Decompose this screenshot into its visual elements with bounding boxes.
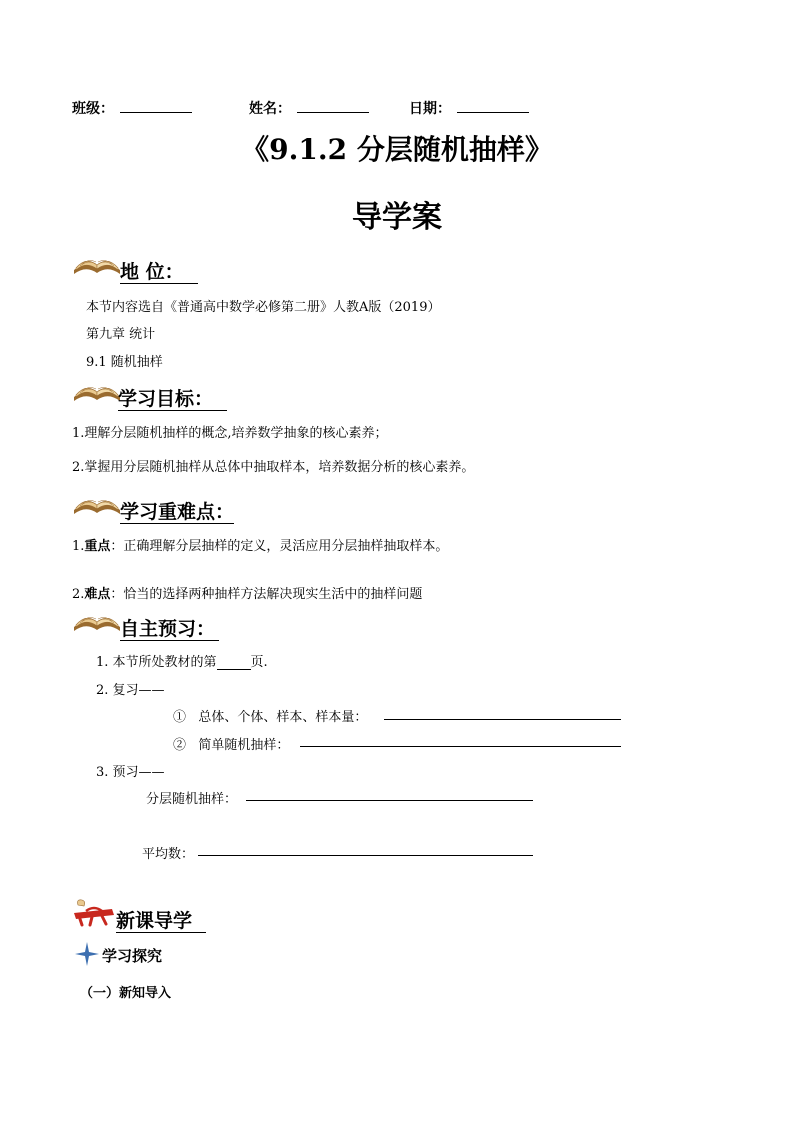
review-sub-1-blank[interactable] [384,719,621,720]
position-line-1: 本节内容选自《普通高中数学必修第二册》人教A版（2019） [86,300,441,315]
star-sparkle-icon [74,941,100,967]
preview-item-2: 2. 复习—— [96,683,165,698]
average-blank[interactable] [198,855,533,856]
book-icon [72,490,122,516]
date-field-label: 日期： [409,101,451,117]
book-icon [72,250,122,276]
book-icon [72,607,122,633]
name-field-label: 姓名： [249,101,291,117]
review-sub-2-blank[interactable] [300,746,621,747]
page-subtitle: 导学案 [352,200,442,235]
section-heading-goals: 学习目标： [118,384,227,411]
class-field-label: 班级： [72,101,114,117]
preview-item-1: 1. 本节所处教材的第 页. [96,655,268,670]
goals-line-2: 2.掌握用分层随机抽样从总体中抽取样本，培养数据分析的核心素养。 [72,460,475,475]
position-line-3: 9.1 随机抽样 [86,355,163,370]
page-number-blank[interactable] [217,655,251,670]
part-heading-new-knowledge: （一）新知导入 [80,986,172,1001]
goals-line-1: 1.理解分层随机抽样的概念,培养数学抽象的核心素养； [72,426,388,441]
page-title: 《9.1.2 分层随机抽样》 [241,133,553,166]
review-sub-2: ② 简单随机抽样： [173,738,290,753]
key-point-1: 1.重点：正确理解分层抽样的定义，灵活应用分层抽样抽取样本。 [72,539,449,554]
key-point-2: 2.难点：恰当的选择两种抽样方法解决现实生活中的抽样问题 [72,587,423,602]
section-heading-new-lesson: 新课导学 [116,906,206,933]
stratified-sampling-blank[interactable] [246,800,533,801]
subheading-explore: 学习探究 [102,947,163,965]
section-heading-preview: 自主预习： [120,614,219,641]
date-field-blank[interactable] [457,112,529,113]
section-heading-position: 地 位： [120,257,198,284]
position-line-2: 第九章 统计 [86,327,156,342]
new-lesson-badge-icon [72,897,116,927]
average-label: 平均数： [142,847,195,862]
preview-item-3: 3. 预习—— [96,765,165,780]
review-sub-1: ① 总体、个体、样本、样本量： [173,710,368,725]
class-field-blank[interactable] [120,112,192,113]
section-heading-key-points: 学习重难点： [120,501,235,523]
name-field-blank[interactable] [297,112,369,113]
book-icon [72,377,122,403]
stratified-sampling-label: 分层随机抽样： [146,792,238,807]
